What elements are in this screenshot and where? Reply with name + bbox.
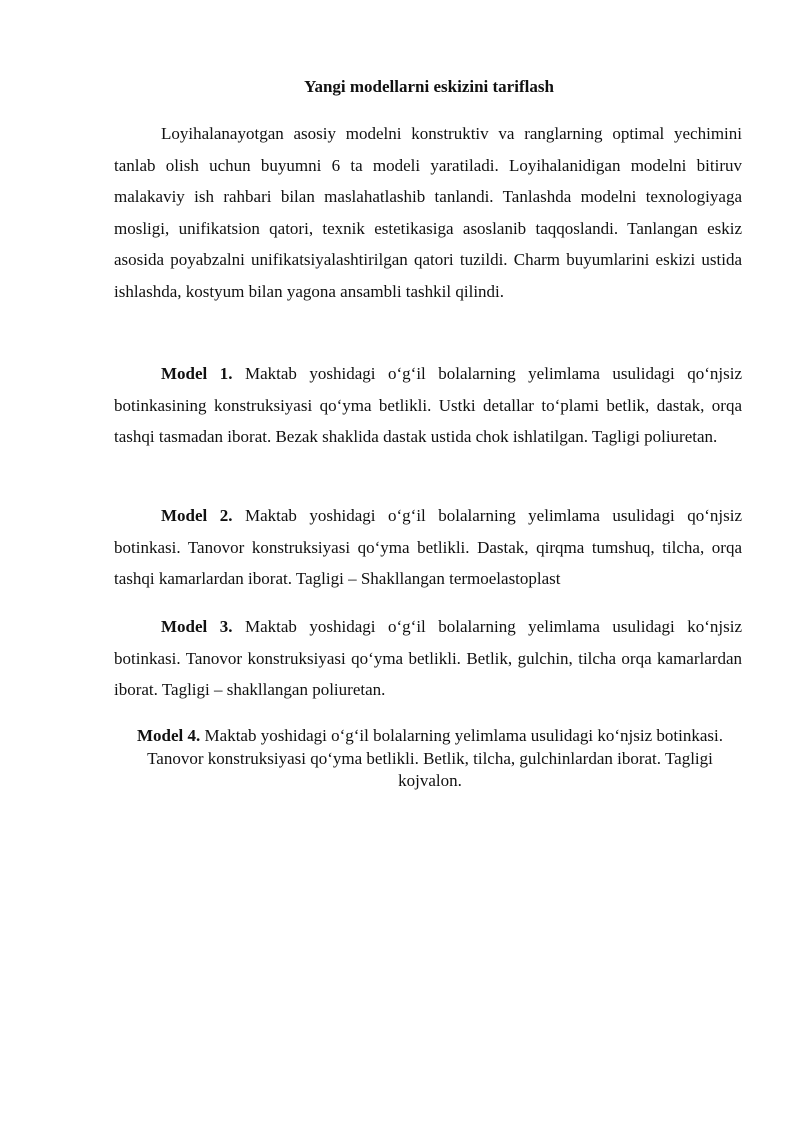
model-3-paragraph bbox=[114, 611, 742, 706]
intro-paragraph: Loyihalanayotgan asosiy modelni konstruktiv va ranglarning optimal yechimini tanlab olish uchun buyumni 6 ta modeli yaratiladi. Loyihalanidigan modelni bitiruv malakaviy ish rahbari bilan maslahatlashib tanlandi. Tanlashda modelni texnologiyaga mosligi, unifikatsion qatori, texnik estetikasiga asoslanib taqqoslandi. Tanlangan eskiz asosida poyabzalni unifikatsiyalashtirilgan qatori tuzildi. Charm buyumlarini eskizi ustida ishlashda, kostyum bilan yagona ansambli tashkil qilindi. bbox=[114, 124, 742, 301]
model-3-text: Maktab yoshidagi o‘g‘il bolalarning yelimlama usulidagi ko‘njsiz botinkasi. Tanovor konstruksiyasi qo‘yma betlikli. Betlik, gulchin, tilcha orqa kamarlardan iborat. Tagligi – shakllangan poliuretan. bbox=[114, 617, 742, 699]
model-1-label: Model 1. bbox=[161, 364, 233, 383]
model-4-text: Maktab yoshidagi o‘g‘il bolalarning yelimlama usulidagi ko‘njsiz botinkasi. Tanovor konstruksiyasi qo‘yma betlikli. Betlik, tilcha, gulchinlardan iborat. Tagligi kojvalon. bbox=[147, 726, 723, 790]
model-2-label: Model 2. bbox=[161, 506, 233, 525]
model-4-label: Model 4. bbox=[137, 726, 201, 745]
model-1-paragraph bbox=[114, 358, 742, 453]
model-3-label: Model 3. bbox=[161, 617, 233, 636]
model-2-text: Maktab yoshidagi o‘g‘il bolalarning yelimlama usulidagi qo‘njsiz botinkasi. Tanovor konstruksiyasi qo‘yma betlikli. Dastak, qirqma tumshuq, tilcha, orqa tashqi kamarlardan iborat. Tagligi – Shakllangan termoelastoplast bbox=[114, 506, 742, 588]
document-title: Yangi modellarni eskizini tariflash bbox=[304, 77, 554, 96]
model-2-paragraph bbox=[114, 500, 742, 595]
model-1-text: Maktab yoshidagi o‘g‘il bolalarning yelimlama usulidagi qo‘njsiz botinkasining konstruksiyasi qo‘yma betlikli. Ustki detallar to‘plami betlik, dastak, orqa tashqi tasmadan iborat. Bezak shaklida dastak ustida chok ishlatilgan. Tagligi poliuretan. bbox=[114, 364, 742, 446]
model-4-paragraph bbox=[118, 725, 742, 793]
